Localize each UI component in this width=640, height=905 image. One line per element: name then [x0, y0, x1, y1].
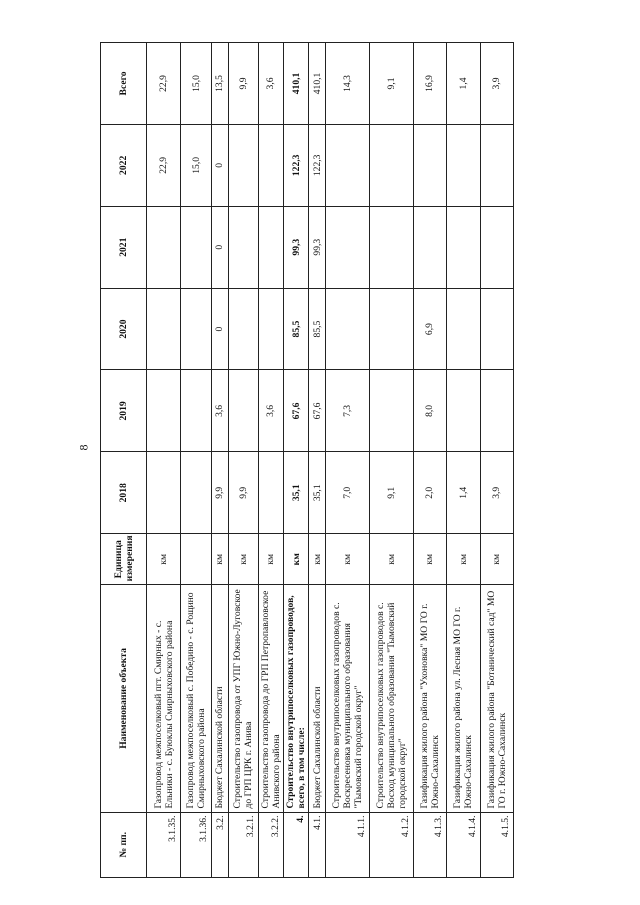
cell-total: 9,9: [229, 43, 258, 125]
cell-y2019: 8,0: [413, 370, 446, 452]
table-row: [326, 43, 370, 878]
cell-total: 15,0: [181, 43, 211, 125]
cell-y2018: [147, 452, 181, 534]
cell-total: 410,1: [309, 43, 326, 125]
cell-name: Газификация жилого района "Ухоновка" МО ГО г. Южно-Сахалинск: [413, 585, 446, 812]
cell-y2018: 9,1: [370, 452, 414, 534]
cell-unit: км: [309, 534, 326, 585]
cell-y2022: [326, 124, 370, 206]
cell-no: 3.2.: [211, 812, 228, 877]
cell-no: 4.1.2.: [370, 812, 414, 877]
cell-y2021: [258, 206, 283, 288]
cell-y2021: 99,3: [309, 206, 326, 288]
cell-y2019: 67,6: [309, 370, 326, 452]
header-name: Наименование объекта: [101, 585, 147, 812]
cell-total: 14,3: [326, 43, 370, 125]
cell-unit: км: [480, 534, 513, 585]
cell-y2021: [447, 206, 480, 288]
cell-no: 4.1.5.: [480, 812, 513, 877]
cell-name: Строительство внутрипоселковых газопроводов с. Восход муниципального образования "Тымовский городской округ": [370, 585, 414, 812]
cell-y2018: 1,4: [447, 452, 480, 534]
table-row: [480, 43, 513, 878]
cell-y2022: 122,3: [283, 124, 308, 206]
cell-y2020: [181, 288, 211, 370]
cell-total: 22,9: [147, 43, 181, 125]
header-2021: 2021: [101, 206, 147, 288]
cell-y2020: 0: [211, 288, 228, 370]
cell-y2022: [229, 124, 258, 206]
rotated-table-container: [100, 42, 514, 878]
cell-y2019: [370, 370, 414, 452]
cell-unit: км: [326, 534, 370, 585]
cell-unit: км: [258, 534, 283, 585]
cell-name: Строительство газопровода от УПГ Южно-Луговское до ГРП ЦРК г. Анива: [229, 585, 258, 812]
header-total: Всего: [101, 43, 147, 125]
cell-y2019: 67,6: [283, 370, 308, 452]
cell-y2018: 2,0: [413, 452, 446, 534]
cell-name: Строительство внутрипоселковых газопроводов с. Воскресеновка муниципального образования "Тымовский городской округ": [326, 585, 370, 812]
cell-y2019: [229, 370, 258, 452]
cell-no: 3.2.1.: [229, 812, 258, 877]
cell-y2018: [258, 452, 283, 534]
cell-no: 3.1.35.: [147, 812, 181, 877]
cell-no: 4.1.: [309, 812, 326, 877]
cell-y2022: 0: [211, 124, 228, 206]
cell-no: 4.: [283, 812, 308, 877]
cell-name: Строительство внутрипоселковых газопроводов, всего, в том числе:: [283, 585, 308, 812]
cell-unit: км: [370, 534, 414, 585]
cell-y2018: 3,9: [480, 452, 513, 534]
cell-y2020: [147, 288, 181, 370]
table-row: [211, 43, 228, 878]
cell-y2018: 35,1: [283, 452, 308, 534]
cell-y2022: [447, 124, 480, 206]
cell-y2019: [480, 370, 513, 452]
cell-y2020: 85,5: [283, 288, 308, 370]
cell-total: 1,4: [447, 43, 480, 125]
table-row: [447, 43, 480, 878]
cell-y2022: [413, 124, 446, 206]
page-number: 8: [76, 444, 91, 451]
cell-y2019: [181, 370, 211, 452]
table-header-row: [101, 43, 147, 878]
cell-y2020: [229, 288, 258, 370]
cell-y2019: 3,6: [258, 370, 283, 452]
cell-y2020: [447, 288, 480, 370]
cell-name: Газопровод межпоселковый с. Победино - с. Рощино Смирныховского района: [181, 585, 211, 812]
cell-unit: км: [147, 534, 181, 585]
cell-total: 3,6: [258, 43, 283, 125]
cell-total: 9,1: [370, 43, 414, 125]
header-2022: 2022: [101, 124, 147, 206]
cell-y2021: [326, 206, 370, 288]
cell-no: 4.1.1.: [326, 812, 370, 877]
cell-y2021: [147, 206, 181, 288]
cell-y2022: 15,0: [181, 124, 211, 206]
cell-y2022: [480, 124, 513, 206]
table-row: [370, 43, 414, 878]
cell-y2018: 9,9: [211, 452, 228, 534]
cell-y2020: 85,5: [309, 288, 326, 370]
cell-y2020: [258, 288, 283, 370]
cell-no: 4.1.3.: [413, 812, 446, 877]
cell-y2021: [181, 206, 211, 288]
cell-unit: км: [447, 534, 480, 585]
cell-unit: км: [413, 534, 446, 585]
cell-y2018: 9,9: [229, 452, 258, 534]
cell-total: 13,5: [211, 43, 228, 125]
cell-total: 3,9: [480, 43, 513, 125]
cell-name: Строительство газопровода до ГРП Петропавловское Анивского района: [258, 585, 283, 812]
cell-no: 3.1.36.: [181, 812, 211, 877]
cell-y2019: [447, 370, 480, 452]
cell-name: Газификация жилого района ул. Лесная МО ГО г. Южно-Сахалинск: [447, 585, 480, 812]
header-no: № пп.: [101, 812, 147, 877]
cell-unit: км: [283, 534, 308, 585]
cell-y2020: [370, 288, 414, 370]
table-row: [309, 43, 326, 878]
cell-y2019: [147, 370, 181, 452]
cell-no: 4.1.4.: [447, 812, 480, 877]
cell-no: 3.2.2.: [258, 812, 283, 877]
cell-y2019: 7,3: [326, 370, 370, 452]
cell-name: Газификация жилого района "Ботанический сад" МО ГО г. Южно-Сахалинск: [480, 585, 513, 812]
cell-name: Бюджет Сахалинской области: [309, 585, 326, 812]
header-unit: Единица измерения: [101, 534, 147, 585]
cell-y2022: [370, 124, 414, 206]
cell-unit: км: [211, 534, 228, 585]
table-row: [413, 43, 446, 878]
cell-y2018: 35,1: [309, 452, 326, 534]
cell-total: 16,9: [413, 43, 446, 125]
cell-total: 410,1: [283, 43, 308, 125]
cell-y2018: 7,0: [326, 452, 370, 534]
cell-y2021: [480, 206, 513, 288]
cell-y2019: 3,6: [211, 370, 228, 452]
table-row: [181, 43, 211, 878]
cell-y2020: [480, 288, 513, 370]
cell-y2021: 0: [211, 206, 228, 288]
table-row: [147, 43, 181, 878]
cell-y2021: [370, 206, 414, 288]
header-2018: 2018: [101, 452, 147, 534]
table-row: [229, 43, 258, 878]
cell-y2022: 22,9: [147, 124, 181, 206]
header-2019: 2019: [101, 370, 147, 452]
cell-y2020: 6,9: [413, 288, 446, 370]
cell-y2021: [413, 206, 446, 288]
gas-pipeline-table: [100, 42, 514, 878]
cell-y2022: 122,3: [309, 124, 326, 206]
table-row: [283, 43, 308, 878]
header-2020: 2020: [101, 288, 147, 370]
cell-name: Бюджет Сахалинской области: [211, 585, 228, 812]
table-row: [258, 43, 283, 878]
cell-y2020: [326, 288, 370, 370]
cell-y2021: [229, 206, 258, 288]
cell-y2018: [181, 452, 211, 534]
cell-unit: км: [229, 534, 258, 585]
cell-y2022: [258, 124, 283, 206]
cell-unit: [181, 534, 211, 585]
cell-y2021: 99,3: [283, 206, 308, 288]
cell-name: Газопровод межпоселковый пгт. Смирных - с. Ельники - с. Буюклы Смирныховского района: [147, 585, 181, 812]
